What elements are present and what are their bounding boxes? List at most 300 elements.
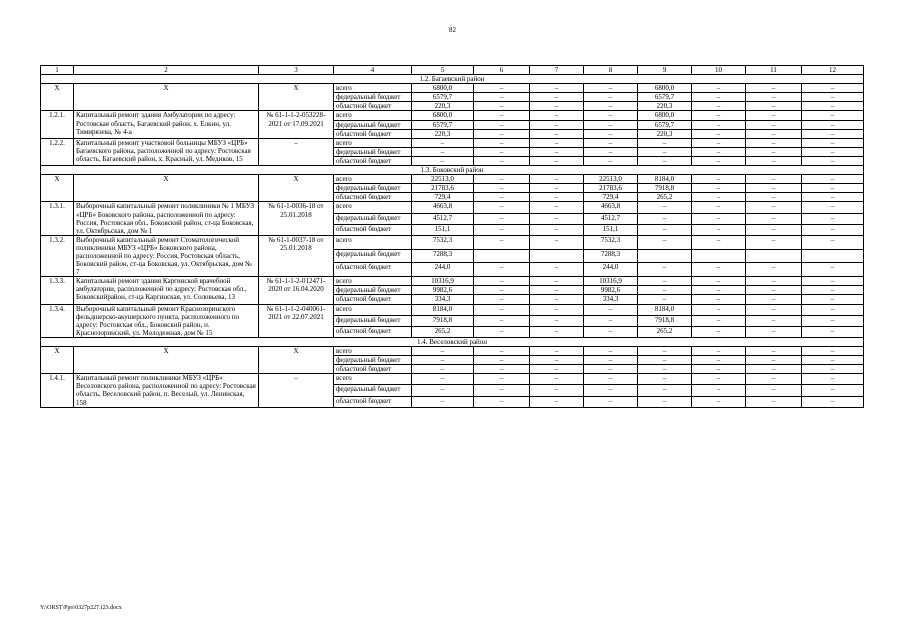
value-cell: – <box>474 263 530 277</box>
header-cell: 2 <box>74 66 259 75</box>
value-cell: – <box>802 175 864 184</box>
value-cell: – <box>638 224 692 235</box>
value-cell: – <box>474 365 530 374</box>
value-cell: 265,2 <box>412 326 474 337</box>
item-document: – <box>259 374 334 407</box>
value-cell: – <box>530 193 584 202</box>
value-cell: – <box>530 84 584 93</box>
value-cell: – <box>692 235 746 249</box>
value-cell: – <box>746 213 802 224</box>
funding-source: всего <box>334 304 412 315</box>
value-cell: 334,3 <box>584 295 638 304</box>
funding-source: всего <box>334 84 412 93</box>
value-cell: – <box>692 263 746 277</box>
value-cell: – <box>638 263 692 277</box>
value-cell: 4512,7 <box>584 213 638 224</box>
value-cell: – <box>530 315 584 326</box>
header-cell: 5 <box>412 66 474 75</box>
value-cell: – <box>584 356 638 365</box>
value-cell: – <box>530 202 584 213</box>
value-cell <box>802 249 864 263</box>
table-row <box>41 175 864 184</box>
section-title: 1.4. Веселовский район <box>41 337 864 346</box>
value-cell: – <box>412 356 474 365</box>
value-cell: 8184,0 <box>638 175 692 184</box>
value-cell: – <box>474 84 530 93</box>
value-cell: – <box>474 213 530 224</box>
item-name: Капитальный ремонт здания Амбулатории по адресу: Ростовская область, Багаевский район, х. Елкин, ул. Тимирязева, № 4-а <box>74 111 259 138</box>
header-cell: 11 <box>746 66 802 75</box>
item-name: Выборочный капитальный ремонт Краснозоринского фельдшерско-акушерского пункта, расположенного по адресу: Ростовская обл., Боковский район, п. Краснозоринский, ул. Молодежная, дом № 15 <box>74 304 259 337</box>
value-cell: – <box>474 129 530 138</box>
value-cell: – <box>584 111 638 120</box>
value-cell: – <box>692 193 746 202</box>
value-cell: – <box>474 385 530 396</box>
value-cell: 6579,7 <box>412 120 474 129</box>
funding-source: федеральный бюджет <box>334 356 412 365</box>
value-cell: 8184,0 <box>412 304 474 315</box>
value-cell: 265,2 <box>638 326 692 337</box>
value-cell: 22513,0 <box>584 175 638 184</box>
value-cell: 151,1 <box>412 224 474 235</box>
value-cell: – <box>692 84 746 93</box>
value-cell: – <box>530 385 584 396</box>
value-cell: – <box>412 156 474 165</box>
value-cell: – <box>692 184 746 193</box>
value-cell: – <box>692 202 746 213</box>
value-cell: – <box>746 235 802 249</box>
value-cell: – <box>474 277 530 286</box>
value-cell: – <box>692 374 746 385</box>
value-cell: 6579,7 <box>638 93 692 102</box>
value-cell: – <box>802 263 864 277</box>
item-name: Выборочный капитальный ремонт Стоматологической поликлиники МБУЗ «ЦРБ» Боковского района, расположенной по адресу: Россия, Ростовская область, Боковский район, ст-ца Боковская, ул. Октябрьская, дом № 7 <box>74 235 259 276</box>
funding-source: всего <box>334 175 412 184</box>
value-cell: 10316,9 <box>412 277 474 286</box>
value-cell: – <box>802 184 864 193</box>
value-cell: – <box>584 315 638 326</box>
value-cell: – <box>802 385 864 396</box>
table-row <box>41 277 864 286</box>
value-cell: 6579,7 <box>638 120 692 129</box>
section-row <box>41 337 864 346</box>
value-cell: – <box>746 129 802 138</box>
value-cell: – <box>530 184 584 193</box>
value-cell: – <box>692 396 746 407</box>
value-cell: – <box>474 111 530 120</box>
table-row <box>41 304 864 315</box>
value-cell: – <box>746 224 802 235</box>
item-number: X <box>41 175 74 202</box>
value-cell: – <box>746 365 802 374</box>
value-cell <box>530 249 584 263</box>
value-cell: – <box>530 93 584 102</box>
header-cell: 4 <box>334 66 412 75</box>
funding-source: федеральный бюджет <box>334 385 412 396</box>
value-cell: 8184,0 <box>638 304 692 315</box>
item-number: 1.3.2. <box>41 235 74 276</box>
value-cell: – <box>692 356 746 365</box>
value-cell: – <box>692 295 746 304</box>
value-cell: – <box>802 84 864 93</box>
value-cell: – <box>530 356 584 365</box>
value-cell: – <box>692 315 746 326</box>
item-document: № 61-1-1-2-040061-2021 от 22.07.2021 <box>259 304 334 337</box>
value-cell: – <box>802 138 864 147</box>
value-cell: – <box>638 295 692 304</box>
table-row <box>41 347 864 356</box>
value-cell: – <box>746 138 802 147</box>
table-row <box>41 374 864 385</box>
value-cell: – <box>530 365 584 374</box>
item-number: 1.3.3. <box>41 277 74 304</box>
item-number: 1.2.1. <box>41 111 74 138</box>
value-cell: – <box>474 138 530 147</box>
value-cell: – <box>746 385 802 396</box>
value-cell: – <box>474 295 530 304</box>
value-cell: – <box>584 396 638 407</box>
section-row <box>41 75 864 84</box>
value-cell: 6800,0 <box>638 111 692 120</box>
value-cell: 729,4 <box>412 193 474 202</box>
value-cell: – <box>474 193 530 202</box>
value-cell: 4512,7 <box>412 213 474 224</box>
header-cell: 3 <box>259 66 334 75</box>
value-cell: – <box>530 235 584 249</box>
header-cell: 9 <box>638 66 692 75</box>
value-cell: – <box>692 138 746 147</box>
value-cell: – <box>638 147 692 156</box>
value-cell: – <box>530 347 584 356</box>
value-cell: – <box>802 396 864 407</box>
item-document: X <box>259 84 334 111</box>
item-name: X <box>74 175 259 202</box>
value-cell: – <box>746 315 802 326</box>
funding-source: областной бюджет <box>334 326 412 337</box>
value-cell: – <box>474 396 530 407</box>
value-cell: – <box>412 347 474 356</box>
header-cell: 7 <box>530 66 584 75</box>
value-cell: 7918,8 <box>412 315 474 326</box>
value-cell: – <box>746 156 802 165</box>
value-cell: – <box>584 385 638 396</box>
value-cell: – <box>692 102 746 111</box>
value-cell: – <box>584 129 638 138</box>
value-cell: – <box>692 365 746 374</box>
funding-source: областной бюджет <box>334 129 412 138</box>
value-cell: 9982,6 <box>584 286 638 295</box>
value-cell: – <box>802 120 864 129</box>
funding-source: областной бюджет <box>334 224 412 235</box>
value-cell: – <box>530 175 584 184</box>
value-cell: – <box>412 147 474 156</box>
value-cell: – <box>692 93 746 102</box>
item-number: 1.3.4. <box>41 304 74 337</box>
value-cell: 151,1 <box>584 224 638 235</box>
value-cell: 6800,0 <box>638 84 692 93</box>
value-cell: – <box>746 193 802 202</box>
value-cell: – <box>584 120 638 129</box>
funding-source: всего <box>334 374 412 385</box>
value-cell <box>474 249 530 263</box>
funding-source: федеральный бюджет <box>334 147 412 156</box>
value-cell: – <box>802 286 864 295</box>
value-cell: – <box>692 156 746 165</box>
value-cell: – <box>802 202 864 213</box>
value-cell: – <box>746 102 802 111</box>
value-cell: – <box>746 277 802 286</box>
value-cell: – <box>746 347 802 356</box>
funding-source: всего <box>334 347 412 356</box>
value-cell: 4663,8 <box>584 202 638 213</box>
value-cell: – <box>530 295 584 304</box>
value-cell: 6800,0 <box>412 84 474 93</box>
value-cell: – <box>638 365 692 374</box>
value-cell: – <box>692 175 746 184</box>
value-cell: – <box>530 277 584 286</box>
value-cell: – <box>412 365 474 374</box>
value-cell: – <box>474 356 530 365</box>
section-row <box>41 166 864 175</box>
value-cell: – <box>692 111 746 120</box>
value-cell: – <box>638 374 692 385</box>
value-cell: – <box>802 277 864 286</box>
header-cell: 10 <box>692 66 746 75</box>
value-cell: 220,3 <box>412 129 474 138</box>
value-cell: – <box>474 286 530 295</box>
value-cell: – <box>584 326 638 337</box>
value-cell: – <box>746 111 802 120</box>
value-cell: 244,0 <box>412 263 474 277</box>
value-cell: 7918,8 <box>638 184 692 193</box>
table-row <box>41 111 864 120</box>
value-cell: – <box>802 304 864 315</box>
value-cell <box>638 249 692 263</box>
footer-file-path: Y:\ORST\Ppo\0327p227.f23.docx <box>40 605 122 611</box>
value-cell: 22513,0 <box>412 175 474 184</box>
funding-source: федеральный бюджет <box>334 286 412 295</box>
value-cell: – <box>584 138 638 147</box>
value-cell: – <box>530 156 584 165</box>
value-cell: 220,3 <box>412 102 474 111</box>
funding-source: областной бюджет <box>334 263 412 277</box>
funding-source: всего <box>334 235 412 249</box>
value-cell: 7532,3 <box>584 235 638 249</box>
value-cell: – <box>746 304 802 315</box>
value-cell: 7288,3 <box>412 249 474 263</box>
value-cell: – <box>638 213 692 224</box>
value-cell: – <box>584 304 638 315</box>
value-cell: – <box>692 129 746 138</box>
value-cell: 9982,6 <box>412 286 474 295</box>
item-name: Выборочный капитальный ремонт поликлиники № 1 МБУЗ «ЦРБ» Боковского района, расположенной по адресу: Россия, Ростовская обл., Боковский район, ст-ца Боковская, ул. Октябрьская, дом № 1 <box>74 202 259 235</box>
value-cell: – <box>412 396 474 407</box>
value-cell: – <box>638 138 692 147</box>
value-cell: – <box>474 235 530 249</box>
value-cell: – <box>746 286 802 295</box>
value-cell: – <box>584 156 638 165</box>
value-cell: – <box>802 147 864 156</box>
value-cell: – <box>530 129 584 138</box>
value-cell <box>746 249 802 263</box>
value-cell: – <box>692 286 746 295</box>
funding-source: областной бюджет <box>334 193 412 202</box>
value-cell: – <box>474 315 530 326</box>
item-name: Капитальный ремонт здания Каргинской врачебной амбулатории, расположенной по адресу: Ростовская обл., Боковскийрайон, ст-ца Каргинская, ул. Соловьева, 13 <box>74 277 259 304</box>
value-cell: 6800,0 <box>412 111 474 120</box>
value-cell: – <box>412 138 474 147</box>
item-number: X <box>41 347 74 374</box>
funding-source: областной бюджет <box>334 396 412 407</box>
value-cell: – <box>802 235 864 249</box>
value-cell: 729,4 <box>584 193 638 202</box>
value-cell: – <box>474 184 530 193</box>
value-cell: 334,3 <box>412 295 474 304</box>
value-cell: – <box>692 326 746 337</box>
value-cell: – <box>802 111 864 120</box>
value-cell: – <box>474 202 530 213</box>
value-cell: – <box>802 93 864 102</box>
value-cell: – <box>638 347 692 356</box>
item-document: – <box>259 138 334 165</box>
value-cell: – <box>638 356 692 365</box>
value-cell: – <box>746 374 802 385</box>
value-cell: – <box>746 396 802 407</box>
value-cell: – <box>746 356 802 365</box>
value-cell: – <box>802 326 864 337</box>
funding-source: федеральный бюджет <box>334 120 412 129</box>
item-document: № 61-1-1-2-053228-2021 от 17.09.2021 <box>259 111 334 138</box>
value-cell: – <box>530 326 584 337</box>
value-cell: – <box>584 374 638 385</box>
value-cell: – <box>746 84 802 93</box>
funding-source: областной бюджет <box>334 365 412 374</box>
table-row <box>41 138 864 147</box>
item-number: 1.3.1. <box>41 202 74 235</box>
value-cell: – <box>802 347 864 356</box>
funding-source: федеральный бюджет <box>334 213 412 224</box>
funding-source: областной бюджет <box>334 102 412 111</box>
item-document: № 61-1-1-2-012471-2020 от 16.04.2020 <box>259 277 334 304</box>
funding-source: федеральный бюджет <box>334 93 412 102</box>
value-cell: – <box>802 129 864 138</box>
value-cell: – <box>474 102 530 111</box>
table-row <box>41 84 864 93</box>
value-cell: – <box>584 84 638 93</box>
value-cell: – <box>584 93 638 102</box>
funding-source: федеральный бюджет <box>334 184 412 193</box>
value-cell: – <box>692 120 746 129</box>
value-cell: – <box>474 175 530 184</box>
item-number: 1.4.1. <box>41 374 74 407</box>
value-cell: 21783,6 <box>584 184 638 193</box>
page-number: 82 <box>449 26 456 34</box>
funding-source: областной бюджет <box>334 156 412 165</box>
value-cell: – <box>802 295 864 304</box>
item-number: 1.2.2. <box>41 138 74 165</box>
value-cell: – <box>530 286 584 295</box>
value-cell: – <box>530 263 584 277</box>
value-cell: – <box>746 202 802 213</box>
value-cell: – <box>802 356 864 365</box>
value-cell: – <box>584 102 638 111</box>
value-cell: 10316,9 <box>584 277 638 286</box>
value-cell: – <box>746 147 802 156</box>
value-cell: – <box>638 396 692 407</box>
value-cell: – <box>530 120 584 129</box>
value-cell: – <box>474 93 530 102</box>
value-cell: – <box>530 111 584 120</box>
value-cell: 220,3 <box>638 129 692 138</box>
value-cell: – <box>746 263 802 277</box>
value-cell: – <box>746 120 802 129</box>
header-row <box>41 66 864 75</box>
value-cell: 7918,8 <box>638 315 692 326</box>
funding-source: всего <box>334 111 412 120</box>
value-cell: – <box>530 304 584 315</box>
value-cell: – <box>802 365 864 374</box>
value-cell: – <box>584 147 638 156</box>
value-cell: – <box>746 184 802 193</box>
value-cell: – <box>802 193 864 202</box>
value-cell: – <box>746 326 802 337</box>
value-cell: – <box>638 286 692 295</box>
item-name: Капитальный ремонт участковой больницы МБУЗ «ЦРБ» Багаевского района, расположенной по адресу: Ростовская область, Багаевский район, х. Красный, ул. Медиков, 15 <box>74 138 259 165</box>
budget-table <box>40 65 864 408</box>
funding-source: федеральный бюджет <box>334 249 412 263</box>
value-cell: 7532,3 <box>412 235 474 249</box>
value-cell: – <box>530 224 584 235</box>
value-cell: – <box>802 102 864 111</box>
value-cell: 265,2 <box>638 193 692 202</box>
item-document: X <box>259 347 334 374</box>
value-cell: – <box>692 277 746 286</box>
value-cell: – <box>692 147 746 156</box>
value-cell: – <box>638 156 692 165</box>
value-cell: – <box>802 224 864 235</box>
item-name: Капитальный ремонт поликлиники МБУЗ «ЦРБ» Веселовского района, расположенной по адресу: Ростовская область, Веселовский район, п. Веселый, ул. Ленинская, 158 <box>74 374 259 407</box>
value-cell: – <box>802 315 864 326</box>
value-cell: – <box>692 385 746 396</box>
item-name: X <box>74 84 259 111</box>
value-cell: – <box>692 304 746 315</box>
value-cell: 4663,8 <box>412 202 474 213</box>
value-cell: – <box>530 147 584 156</box>
value-cell: – <box>530 138 584 147</box>
value-cell: 21783,6 <box>412 184 474 193</box>
funding-source: всего <box>334 202 412 213</box>
funding-source: всего <box>334 277 412 286</box>
value-cell: – <box>746 175 802 184</box>
value-cell: – <box>530 213 584 224</box>
value-cell: 220,3 <box>638 102 692 111</box>
value-cell: – <box>474 374 530 385</box>
value-cell: – <box>474 156 530 165</box>
value-cell: – <box>692 213 746 224</box>
table-row <box>41 202 864 213</box>
value-cell: 244,0 <box>584 263 638 277</box>
value-cell: – <box>802 374 864 385</box>
value-cell: – <box>746 295 802 304</box>
value-cell: – <box>802 213 864 224</box>
item-number: X <box>41 84 74 111</box>
value-cell: – <box>530 102 584 111</box>
section-title: 1.2. Багаевский район <box>41 75 864 84</box>
value-cell: 7288,3 <box>584 249 638 263</box>
value-cell: – <box>638 202 692 213</box>
value-cell: – <box>802 156 864 165</box>
funding-source: всего <box>334 138 412 147</box>
